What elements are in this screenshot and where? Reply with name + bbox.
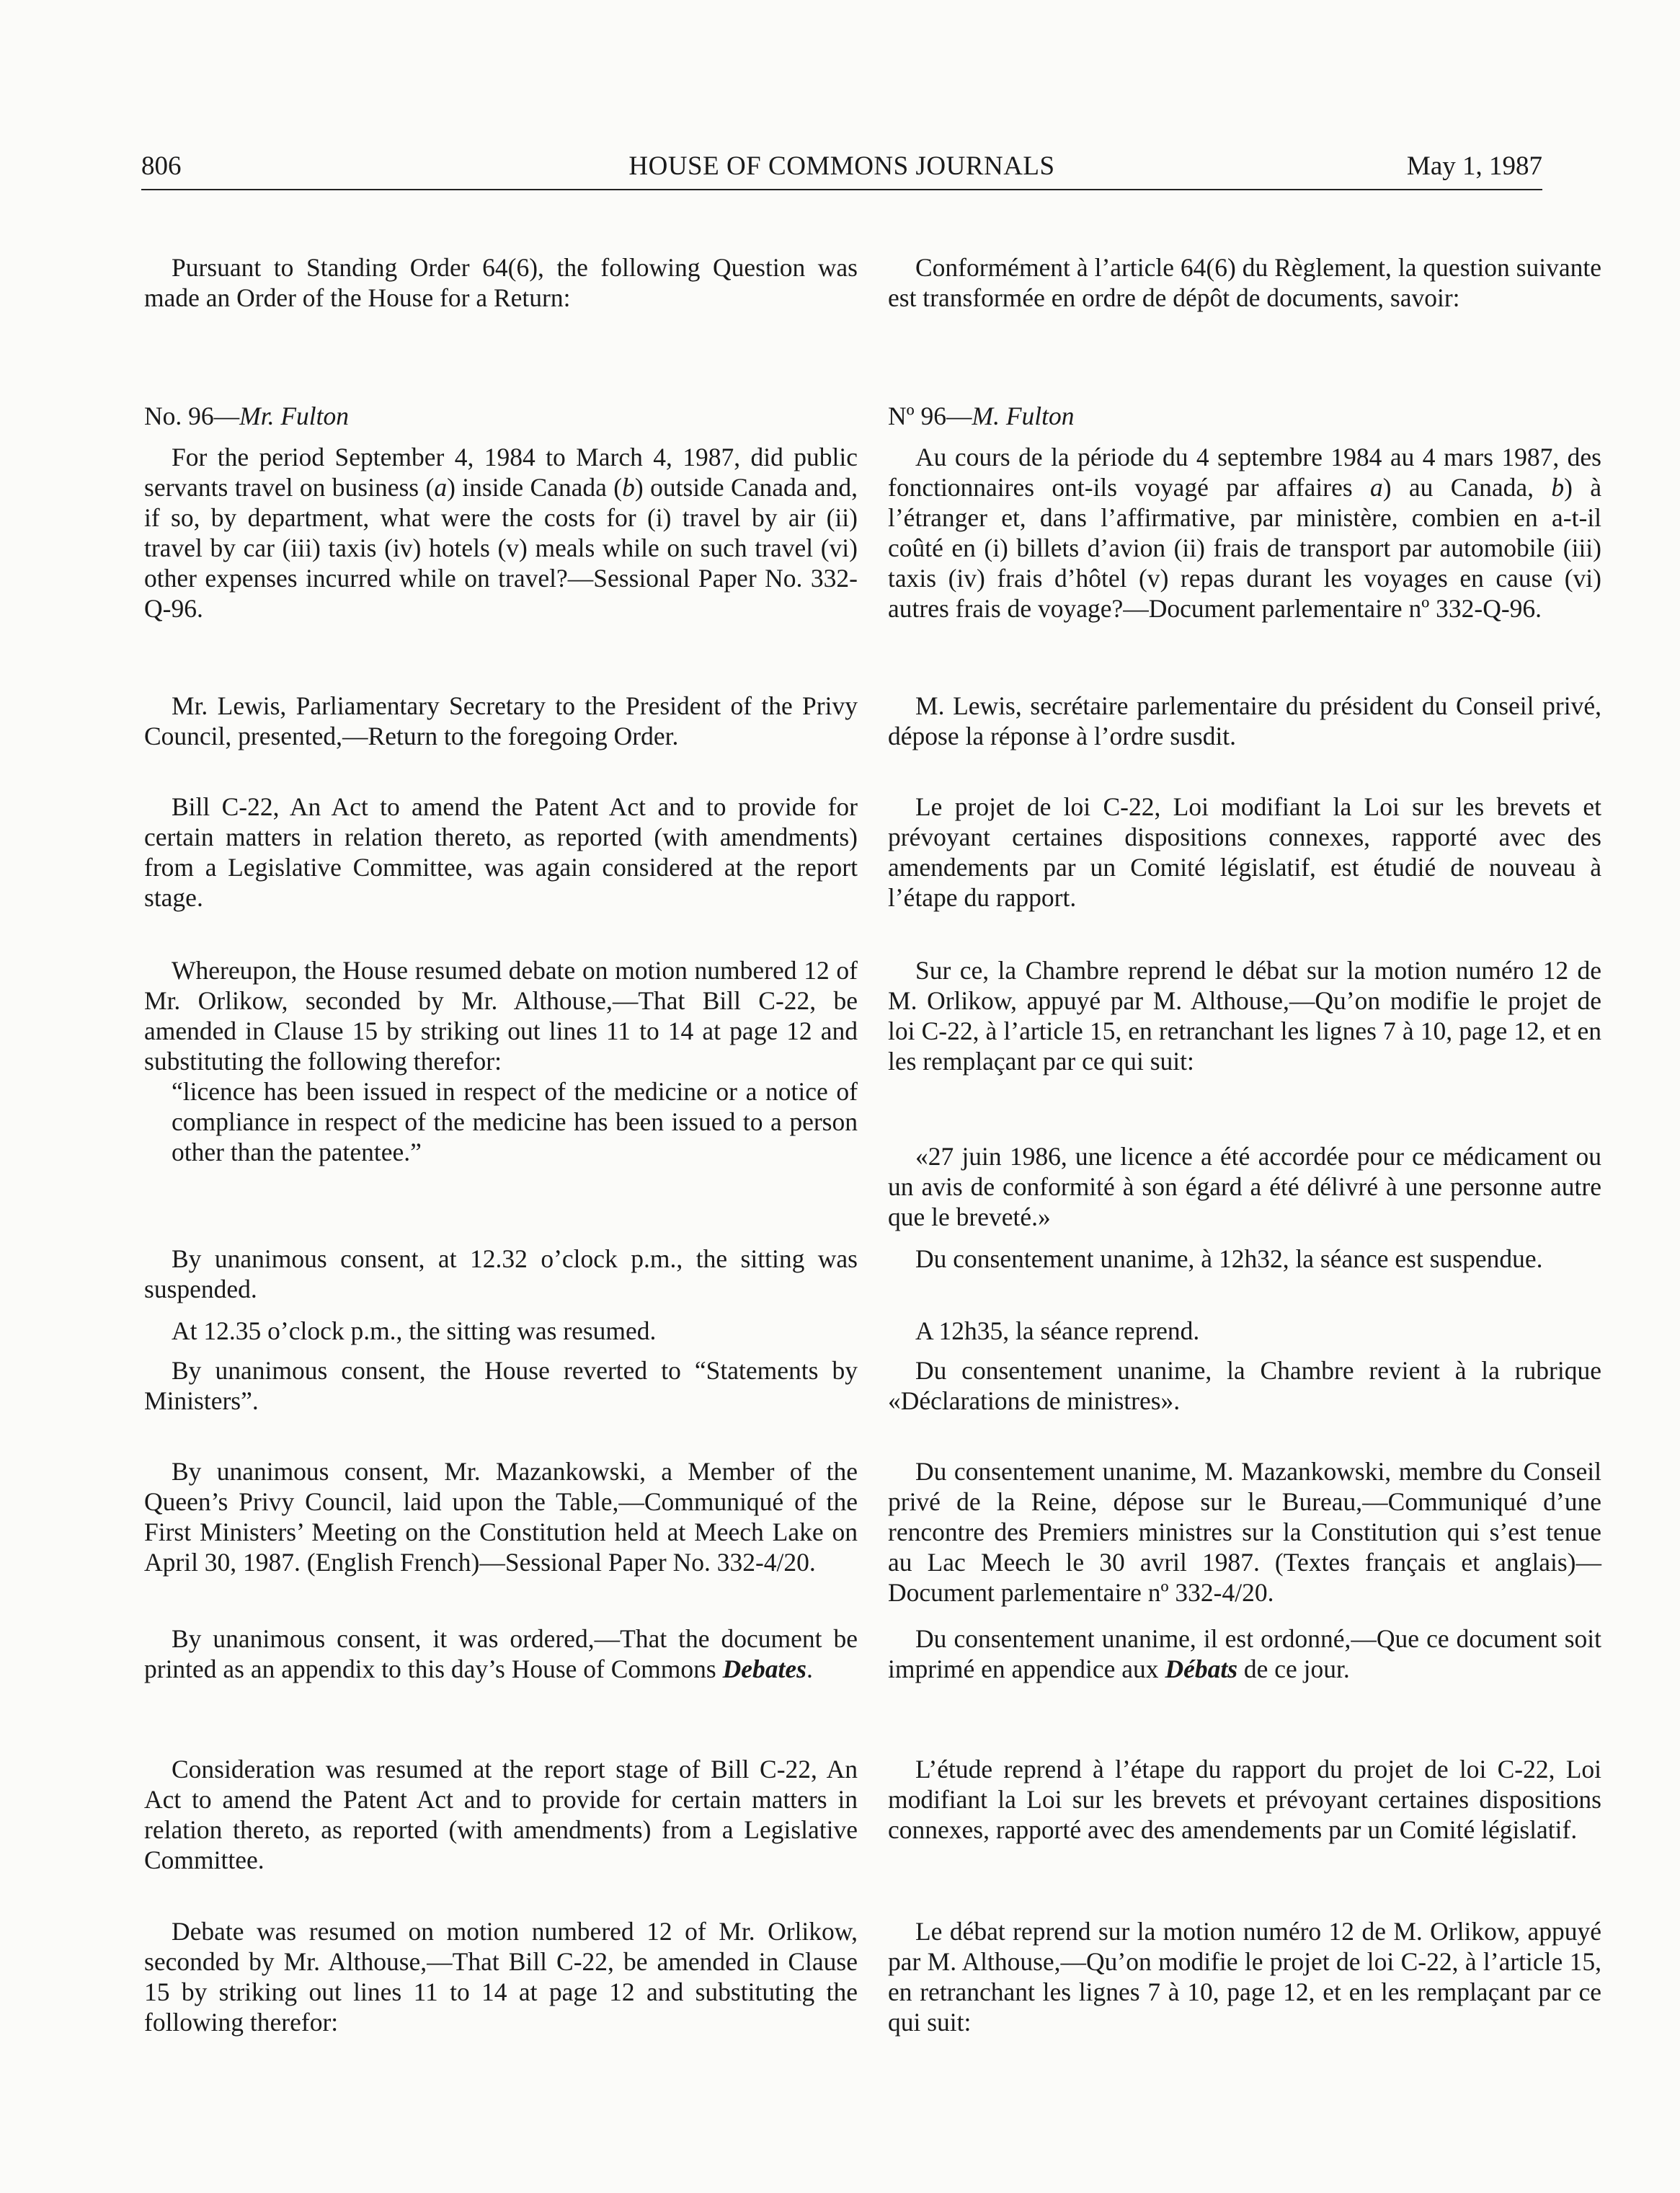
paragraph: By unanimous consent, Mr. Mazankowski, a Member of the Queen’s Privy Council, laid upon the Table,—Communiqué of the First Ministers’ Meeting on the Constitution held at Meech Lake on April 30, 1987. (English French)—Sessional Paper No. 332-4/20.: [144, 1457, 858, 1577]
paragraph: Le débat reprend sur la motion numéro 12 de M. Orlikow, appuyé par M. Althouse,—Qu’on modifie le projet de loi C-22, à l’article 15, en retranchant les lignes 7 à 10, page 12, et en les remplaçant par ce qui suit:: [888, 1917, 1601, 2037]
member-name: Mr. Fulton: [239, 402, 350, 430]
page-number: 806: [141, 151, 182, 181]
paragraph: Du consentement unanime, M. Mazankowski, membre du Conseil privé de la Reine, dépose sur le Bureau,—Communiqué d’une rencontre des Premiers ministres sur la Constitution qui s’est tenue au Lac Meech le 30 avril 1987. (Textes français et anglais)—Document parlementaire nº 332-4/20.: [888, 1457, 1601, 1607]
paragraph: Du consentement unanime, la Chambre revient à la rubrique «Déclarations de ministres».: [888, 1356, 1601, 1415]
question-text: Au cours de la période du 4 septembre 1984 au 4 mars 1987, des fonctionnaires ont-ils voyagé par affaires a) au Canada, b) à l’étranger et, dans l’affirmative, par ministère, combien en a-t-il coûté en (i) billets d’avion (ii) frais de transport par automobile (iii) taxis (iv) frais d’hôtel (v) repas durant les voyages en cause (vi) autres frais de voyage?—Document parlementaire nº 332-Q-96.: [888, 443, 1601, 623]
paragraph: Du consentement unanime, il est ordonné,—Que ce document soit imprimé en appendice aux Débats de ce jour.: [888, 1624, 1601, 1683]
paragraph: Mr. Lewis, Parliamentary Secretary to the President of the Privy Council, presented,—Return to the foregoing Order.: [144, 691, 858, 750]
journal-title: HOUSE OF COMMONS JOURNALS: [628, 151, 1055, 181]
member-name: M. Fulton: [972, 402, 1075, 430]
paragraph: L’étude reprend à l’étape du rapport du projet de loi C-22, Loi modifiant la Loi sur les brevets et prévoyant certaines dispositions connexes, rapporté avec des amendements par un Comité législatif.: [888, 1755, 1601, 1844]
page-date: May 1, 1987: [1406, 151, 1542, 181]
paragraph: Le projet de loi C-22, Loi modifiant la Loi sur les brevets et prévoyant certaines dispositions connexes, rapporté avec des amendements par un Comité législatif, est étudié de nouveau à l’étape du rapport.: [888, 792, 1601, 912]
paragraph: A 12h35, la séance reprend.: [915, 1316, 1200, 1345]
paragraph: By unanimous consent, it was ordered,—That the document be printed as an appendix to this day’s House of Commons Debates.: [144, 1624, 858, 1683]
paragraph: By unanimous consent, the House reverted to “Statements by Ministers”.: [144, 1356, 858, 1415]
paragraph: Bill C-22, An Act to amend the Patent Act and to provide for certain matters in relation thereto, as reported (with amendments) from a Legislative Committee, was again considered at the report stage.: [144, 792, 858, 912]
paragraph: Consideration was resumed at the report stage of Bill C-22, An Act to amend the Patent Act and to provide for certain matters in relation thereto, as reported (with amendments) from a Legislative Committee.: [144, 1755, 858, 1874]
paragraph: Debate was resumed on motion numbered 12 of Mr. Orlikow, seconded by Mr. Althouse,—That Bill C-22, be amended in Clause 15 by striking out lines 11 to 14 at page 12 and substituting the following therefor:: [144, 1917, 858, 2037]
question-heading: No. 96—Mr. Fulton: [144, 402, 350, 430]
paragraph: At 12.35 o’clock p.m., the sitting was resumed.: [172, 1316, 657, 1345]
paragraph: Sur ce, la Chambre reprend le débat sur la motion numéro 12 de M. Orlikow, appuyé par M. Althouse,—Qu’on modifie le projet de loi C-22, à l’article 15, en retranchant les lignes 7 à 10, page 12, et en les remplaçant par ce qui suit:: [888, 956, 1601, 1076]
paragraph: Whereupon, the House resumed debate on motion numbered 12 of Mr. Orlikow, seconded by Mr. Althouse,—That Bill C-22, be amended in Clause 15 by striking out lines 11 to 14 at page 12 and substituting the following therefor:: [144, 956, 858, 1076]
motion-quote: “licence has been issued in respect of the medicine or a notice of compliance in respect of the medicine has been issued to a person other than the patentee.”: [172, 1077, 858, 1166]
paragraph: M. Lewis, secrétaire parlementaire du président du Conseil privé, dépose la réponse à l’ordre susdit.: [888, 691, 1601, 750]
paragraph: Du consentement unanime, à 12h32, la séance est suspendue.: [915, 1244, 1543, 1273]
paragraph: Conformément à l’article 64(6) du Règlement, la question suivante est transformée en ordre de dépôt de documents, savoir:: [888, 253, 1601, 312]
question-text: For the period September 4, 1984 to March 4, 1987, did public servants travel on business (a) inside Canada (b) outside Canada and, if so, by department, what were the costs for (i) travel by air (ii) travel by car (iii) taxis (iv) hotels (v) meals while on such travel (vi) other expenses incurred while on travel?—Sessional Paper No. 332-Q-96.: [144, 443, 858, 623]
motion-quote: «27 juin 1986, une licence a été accordée pour ce médicament ou un avis de conformité à son égard a été délivré à une personne autre que le breveté.»: [888, 1142, 1601, 1231]
question-heading: Nº 96—M. Fulton: [888, 402, 1075, 430]
page-header: [141, 150, 1542, 190]
paragraph: By unanimous consent, at 12.32 o’clock p.m., the sitting was suspended.: [144, 1244, 858, 1303]
paragraph: Pursuant to Standing Order 64(6), the following Question was made an Order of the House for a Return:: [144, 253, 858, 312]
